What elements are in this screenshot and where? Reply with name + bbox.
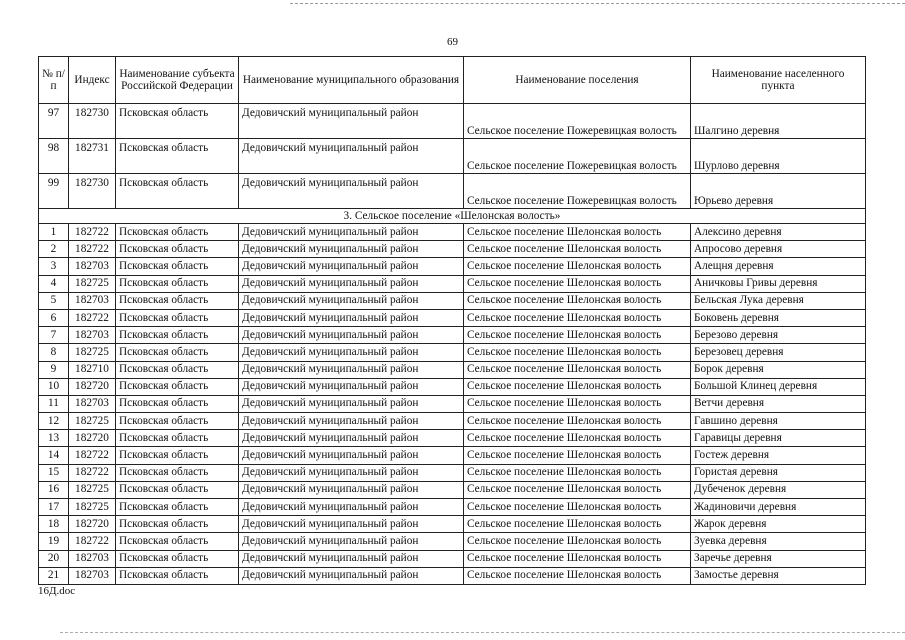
cell-subject: Псковская область	[116, 499, 239, 516]
cell-index: 182725	[69, 275, 116, 292]
header-number: № п/п	[39, 57, 69, 104]
cell-n: 6	[39, 309, 69, 326]
cell-subject: Псковская область	[116, 241, 239, 258]
cell-index: 182725	[69, 481, 116, 498]
header-subject: Наименование субъекта Российской Федерации	[116, 57, 239, 104]
cell-settlement: Сельское поселение Шелонская волость	[464, 275, 691, 292]
cell-index: 182710	[69, 361, 116, 378]
cell-municipality: Дедовичский муниципальный район	[239, 447, 464, 464]
cell-index: 182725	[69, 344, 116, 361]
cell-subject: Псковская область	[116, 275, 239, 292]
table-row	[39, 413, 866, 430]
cell-index: 182722	[69, 309, 116, 326]
header-settlement: Наименование поселения	[464, 57, 691, 104]
table-row	[39, 430, 866, 447]
cell-settlement: Сельское поселение Шелонская волость	[464, 481, 691, 498]
cell-municipality: Дедовичский муниципальный район	[239, 550, 464, 567]
cell-n: 1	[39, 224, 69, 241]
footer-filename: 16Д.doc	[38, 585, 76, 597]
cell-subject: Псковская область	[116, 258, 239, 275]
cell-subject: Псковская область	[116, 378, 239, 395]
cell-index: 182730	[69, 174, 116, 209]
table-row	[39, 258, 866, 275]
header-locality: Наименование населенного пункта	[691, 57, 866, 104]
section-title: 3. Сельское поселение «Шелонская волость»	[39, 209, 866, 224]
cell-locality: Боковень деревня	[691, 309, 866, 326]
cell-n: 10	[39, 378, 69, 395]
header-municipality: Наименование муниципального образования	[239, 57, 464, 104]
cell-locality: Жадиновичи деревня	[691, 499, 866, 516]
cell-subject: Псковская область	[116, 104, 239, 139]
cell-municipality: Дедовичский муниципальный район	[239, 361, 464, 378]
cell-index: 182703	[69, 395, 116, 412]
cell-subject: Псковская область	[116, 224, 239, 241]
cell-settlement: Сельское поселение Шелонская волость	[464, 533, 691, 550]
cell-n: 11	[39, 395, 69, 412]
cell-n: 16	[39, 481, 69, 498]
cell-municipality: Дедовичский муниципальный район	[239, 327, 464, 344]
cell-municipality: Дедовичский муниципальный район	[239, 224, 464, 241]
cell-locality: Ветчи деревня	[691, 395, 866, 412]
settlements-table	[38, 56, 866, 585]
cell-settlement: Сельское поселение Шелонская волость	[464, 567, 691, 584]
cell-n: 21	[39, 567, 69, 584]
cell-municipality: Дедовичский муниципальный район	[239, 174, 464, 209]
cell-locality: Замостье деревня	[691, 567, 866, 584]
cell-municipality: Дедовичский муниципальный район	[239, 241, 464, 258]
cell-subject: Псковская область	[116, 550, 239, 567]
cell-n: 99	[39, 174, 69, 209]
cell-settlement: Сельское поселение Шелонская волость	[464, 413, 691, 430]
table-row	[39, 361, 866, 378]
cell-municipality: Дедовичский муниципальный район	[239, 309, 464, 326]
cell-n: 4	[39, 275, 69, 292]
cell-subject: Псковская область	[116, 327, 239, 344]
table-row	[39, 241, 866, 258]
cell-settlement: Сельское поселение Шелонская волость	[464, 378, 691, 395]
cell-index: 182722	[69, 241, 116, 258]
cell-locality: Гостеж деревня	[691, 447, 866, 464]
cell-locality: Аничковы Гривы деревня	[691, 275, 866, 292]
table-row	[39, 447, 866, 464]
table-row	[39, 139, 866, 174]
table-row	[39, 104, 866, 139]
header-index: Индекс	[69, 57, 116, 104]
section-row	[39, 209, 866, 224]
table-row	[39, 174, 866, 209]
cell-locality: Алексино деревня	[691, 224, 866, 241]
table-row	[39, 395, 866, 412]
cell-n: 20	[39, 550, 69, 567]
table-row	[39, 499, 866, 516]
cell-settlement: Сельское поселение Шелонская волость	[464, 447, 691, 464]
cell-n: 14	[39, 447, 69, 464]
cell-n: 3	[39, 258, 69, 275]
table-row	[39, 481, 866, 498]
table-row	[39, 567, 866, 584]
cell-index: 182725	[69, 499, 116, 516]
cell-subject: Псковская область	[116, 344, 239, 361]
cell-locality: Алещня деревня	[691, 258, 866, 275]
cell-municipality: Дедовичский муниципальный район	[239, 344, 464, 361]
cell-settlement: Сельское поселение Шелонская волость	[464, 344, 691, 361]
cell-locality: Дубеченок деревня	[691, 481, 866, 498]
cell-settlement: Сельское поселение Пожеревицкая волость	[464, 174, 691, 209]
cell-settlement: Сельское поселение Шелонская волость	[464, 309, 691, 326]
cell-settlement: Сельское поселение Шелонская волость	[464, 241, 691, 258]
cell-locality: Заречье деревня	[691, 550, 866, 567]
cell-municipality: Дедовичский муниципальный район	[239, 292, 464, 309]
cell-municipality: Дедовичский муниципальный район	[239, 499, 464, 516]
table-row	[39, 516, 866, 533]
cell-index: 182703	[69, 327, 116, 344]
cell-locality: Гаравицы деревня	[691, 430, 866, 447]
cell-index: 182731	[69, 139, 116, 174]
cell-index: 182720	[69, 378, 116, 395]
cell-settlement: Сельское поселение Шелонская волость	[464, 550, 691, 567]
cell-n: 7	[39, 327, 69, 344]
cell-locality: Жарок деревня	[691, 516, 866, 533]
cell-index: 182703	[69, 258, 116, 275]
cell-municipality: Дедовичский муниципальный район	[239, 430, 464, 447]
cell-settlement: Сельское поселение Шелонская волость	[464, 327, 691, 344]
cell-n: 97	[39, 104, 69, 139]
table-row	[39, 275, 866, 292]
cell-settlement: Сельское поселение Шелонская волость	[464, 258, 691, 275]
table-row	[39, 533, 866, 550]
table-row	[39, 550, 866, 567]
cell-municipality: Дедовичский муниципальный район	[239, 275, 464, 292]
cell-settlement: Сельское поселение Шелонская волость	[464, 224, 691, 241]
cell-subject: Псковская область	[116, 567, 239, 584]
cell-subject: Псковская область	[116, 292, 239, 309]
cell-n: 12	[39, 413, 69, 430]
cell-municipality: Дедовичский муниципальный район	[239, 464, 464, 481]
cell-subject: Псковская область	[116, 533, 239, 550]
cell-index: 182722	[69, 224, 116, 241]
cell-n: 5	[39, 292, 69, 309]
cell-locality: Большой Клинец деревня	[691, 378, 866, 395]
cell-subject: Псковская область	[116, 309, 239, 326]
cell-index: 182703	[69, 292, 116, 309]
scan-artifact-top	[290, 3, 905, 5]
cell-index: 182722	[69, 533, 116, 550]
cell-settlement: Сельское поселение Шелонская волость	[464, 464, 691, 481]
cell-locality: Шалгино деревня	[691, 104, 866, 139]
cell-settlement: Сельское поселение Шелонская волость	[464, 430, 691, 447]
cell-index: 182725	[69, 413, 116, 430]
cell-index: 182703	[69, 567, 116, 584]
cell-municipality: Дедовичский муниципальный район	[239, 481, 464, 498]
cell-locality: Березовец деревня	[691, 344, 866, 361]
table-row	[39, 344, 866, 361]
cell-subject: Псковская область	[116, 174, 239, 209]
page-number: 69	[447, 36, 458, 48]
cell-n: 9	[39, 361, 69, 378]
table-row	[39, 309, 866, 326]
cell-index: 182722	[69, 464, 116, 481]
table-row	[39, 292, 866, 309]
cell-municipality: Дедовичский муниципальный район	[239, 104, 464, 139]
table-row	[39, 464, 866, 481]
table-row	[39, 224, 866, 241]
cell-settlement: Сельское поселение Шелонская волость	[464, 292, 691, 309]
cell-settlement: Сельское поселение Пожеревицкая волость	[464, 139, 691, 174]
cell-n: 17	[39, 499, 69, 516]
cell-settlement: Сельское поселение Шелонская волость	[464, 499, 691, 516]
cell-locality: Бельская Лука деревня	[691, 292, 866, 309]
cell-locality: Борок деревня	[691, 361, 866, 378]
cell-municipality: Дедовичский муниципальный район	[239, 567, 464, 584]
cell-subject: Псковская область	[116, 395, 239, 412]
cell-subject: Псковская область	[116, 413, 239, 430]
cell-subject: Псковская область	[116, 447, 239, 464]
cell-n: 98	[39, 139, 69, 174]
cell-municipality: Дедовичский муниципальный район	[239, 258, 464, 275]
cell-locality: Апросово деревня	[691, 241, 866, 258]
cell-subject: Псковская область	[116, 430, 239, 447]
table-header-row	[39, 57, 866, 104]
cell-locality: Зуевка деревня	[691, 533, 866, 550]
cell-municipality: Дедовичский муниципальный район	[239, 533, 464, 550]
cell-municipality: Дедовичский муниципальный район	[239, 516, 464, 533]
cell-subject: Псковская область	[116, 516, 239, 533]
cell-index: 182703	[69, 550, 116, 567]
cell-n: 19	[39, 533, 69, 550]
cell-index: 182730	[69, 104, 116, 139]
cell-locality: Березово деревня	[691, 327, 866, 344]
cell-municipality: Дедовичский муниципальный район	[239, 378, 464, 395]
table-row	[39, 327, 866, 344]
cell-municipality: Дедовичский муниципальный район	[239, 413, 464, 430]
cell-index: 182720	[69, 516, 116, 533]
cell-settlement: Сельское поселение Шелонская волость	[464, 361, 691, 378]
cell-municipality: Дедовичский муниципальный район	[239, 395, 464, 412]
cell-settlement: Сельское поселение Шелонская волость	[464, 395, 691, 412]
cell-index: 182722	[69, 447, 116, 464]
scan-artifact-bottom	[60, 632, 905, 634]
table-row	[39, 378, 866, 395]
cell-subject: Псковская область	[116, 481, 239, 498]
cell-n: 18	[39, 516, 69, 533]
cell-locality: Гористая деревня	[691, 464, 866, 481]
cell-subject: Псковская область	[116, 464, 239, 481]
cell-subject: Псковская область	[116, 139, 239, 174]
cell-n: 15	[39, 464, 69, 481]
cell-index: 182720	[69, 430, 116, 447]
cell-n: 8	[39, 344, 69, 361]
cell-subject: Псковская область	[116, 361, 239, 378]
cell-municipality: Дедовичский муниципальный район	[239, 139, 464, 174]
cell-n: 13	[39, 430, 69, 447]
cell-n: 2	[39, 241, 69, 258]
cell-locality: Шурлово деревня	[691, 139, 866, 174]
cell-locality: Юрьево деревня	[691, 174, 866, 209]
cell-locality: Гавшино деревня	[691, 413, 866, 430]
cell-settlement: Сельское поселение Пожеревицкая волость	[464, 104, 691, 139]
cell-settlement: Сельское поселение Шелонская волость	[464, 516, 691, 533]
